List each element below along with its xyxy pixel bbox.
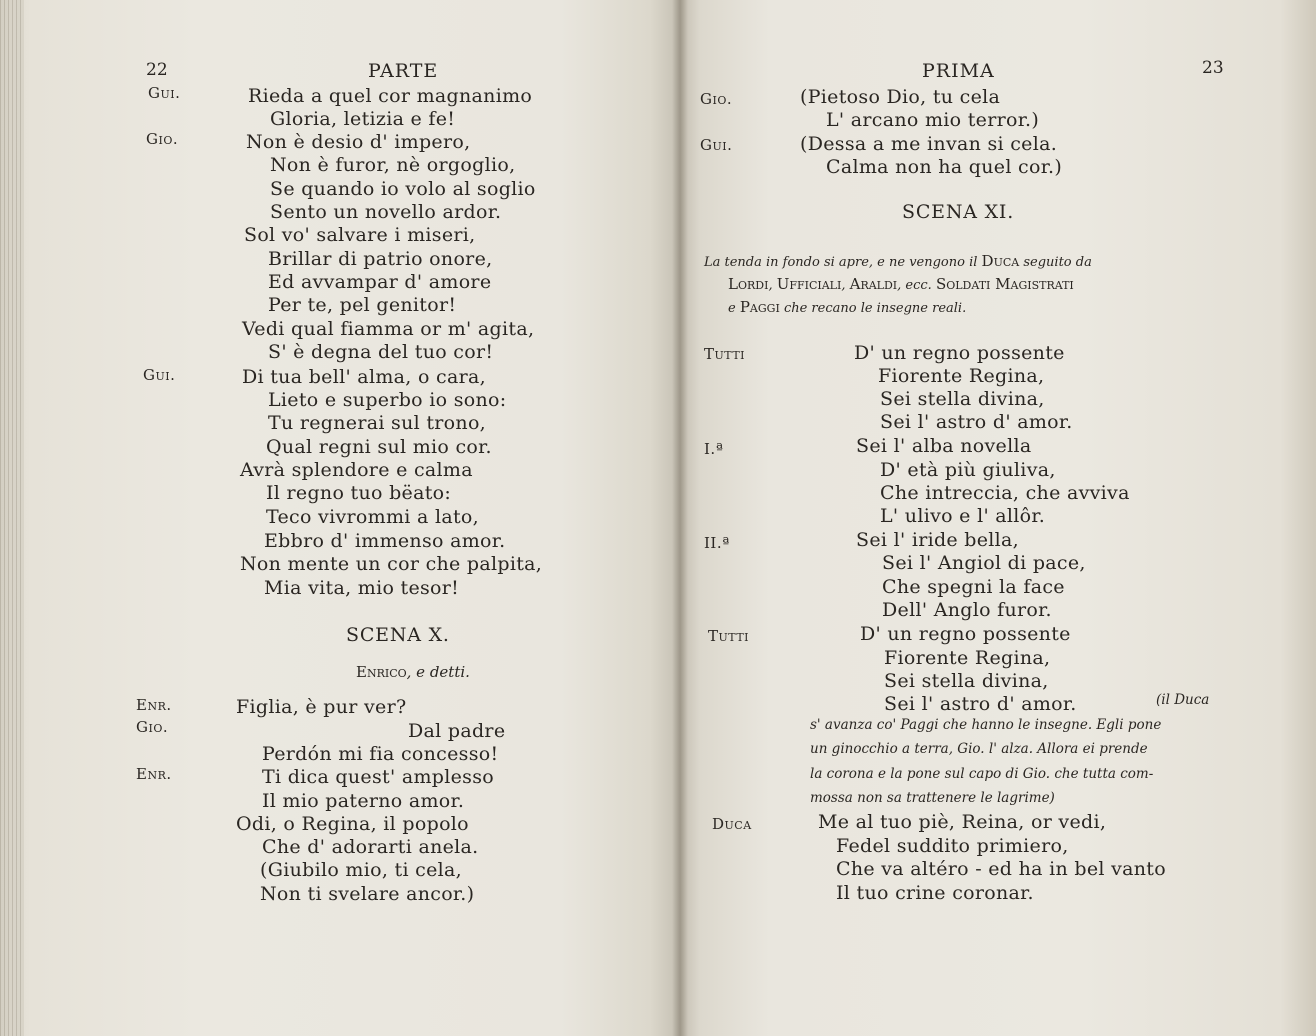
page-edges — [0, 0, 24, 1036]
stage-direction-entrance — [704, 250, 1092, 274]
verse-line: Che intreccia, che avviva — [880, 482, 1130, 504]
verse-line: Sei stella divina, — [884, 670, 1049, 692]
speaker-label: Gio. — [146, 130, 179, 148]
verse-line: Sei l' alba novella — [856, 435, 1032, 457]
right-page — [680, 0, 1316, 1036]
verse-line: Non è furor, nè orgoglio, — [270, 154, 516, 176]
page-number: 22 — [146, 60, 168, 80]
verse-line: Sol vo' salvare i miseri, — [244, 224, 476, 246]
direction-text: , — [768, 278, 773, 293]
verse-line: Se quando io volo al soglio — [270, 178, 536, 200]
stage-direction-entrance — [728, 273, 1074, 297]
stage-direction: un ginocchio a terra, Gio. l' alza. Allora ei prende — [810, 741, 1148, 757]
stage-direction: la corona e la pone sul capo di Gio. che tutta com- — [810, 766, 1154, 782]
verse-line: Che d' adorarti anela. — [262, 836, 479, 858]
speaker-label: II.ª — [704, 534, 730, 552]
verse-line: Dal padre — [408, 720, 506, 742]
verse-line: Avrà splendore e calma — [240, 459, 473, 481]
speaker-label: Gui. — [148, 84, 181, 102]
direction-character: Lordi — [728, 275, 769, 293]
verse-line: (Dessa a me invan si cela. — [800, 133, 1058, 155]
direction-text: , ecc. — [897, 278, 932, 293]
direction-character: Soldati Magistrati — [935, 275, 1074, 293]
verse-line: Fiorente Regina, — [878, 365, 1045, 387]
verse-line: Vedi qual fiamma or m' agita, — [242, 318, 535, 340]
verse-line: L' ulivo e l' allôr. — [880, 505, 1046, 527]
scene-title: SCENA XI. — [902, 201, 1015, 223]
direction-text: e — [728, 301, 736, 316]
direction-character: Ufficiali — [776, 275, 842, 293]
verse-line: Non è desio d' impero, — [246, 131, 471, 153]
book-gutter — [672, 0, 688, 1036]
verse-line: Ti dica quest' amplesso — [262, 766, 494, 788]
verse-line: Ebbro d' immenso amor. — [264, 530, 506, 552]
stage-direction: s' avanza co' Paggi che hanno le insegne. Egli pone — [810, 717, 1162, 733]
verse-line: (Giubilo mio, ti cela, — [260, 859, 462, 881]
speaker-label: Duca — [712, 815, 752, 833]
verse-line: Gloria, letizia e fe! — [270, 108, 456, 130]
verse-line: Figlia, è pur ver? — [236, 696, 407, 718]
direction-character: Duca — [981, 252, 1020, 270]
verse-line: Il tuo crine coronar. — [836, 882, 1034, 904]
verse-line: Sei l' iride bella, — [856, 529, 1020, 551]
scene-characters — [356, 663, 470, 681]
verse-line: D' un regno possente — [854, 342, 1065, 364]
verse-line: Sento un novello ardor. — [270, 201, 502, 223]
verse-line: Calma non ha quel cor.) — [826, 156, 1063, 178]
running-header: PARTE — [368, 60, 439, 82]
direction-character: Araldi — [849, 275, 898, 293]
stage-direction: (il Duca — [1156, 692, 1210, 708]
verse-line: Sei l' astro d' amor. — [880, 411, 1073, 433]
verse-line: Perdón mi fia concesso! — [262, 743, 499, 765]
stage-direction: mossa non sa trattenere le lagrime) — [810, 790, 1055, 806]
speaker-label: Gio. — [700, 90, 733, 108]
verse-line: Rieda a quel cor magnanimo — [248, 85, 533, 107]
verse-line: L' arcano mio terror.) — [826, 109, 1040, 131]
speaker-label: Tutti — [704, 345, 745, 363]
verse-line: Mia vita, mio tesor! — [264, 577, 460, 599]
character-name: Enrico — [356, 663, 407, 681]
direction-text: , — [841, 278, 846, 293]
speaker-label: Gio. — [136, 718, 169, 736]
verse-line: Teco vivrommi a lato, — [266, 506, 479, 528]
verse-line: Ed avvampar d' amore — [268, 271, 492, 293]
verse-line: Non ti svelare ancor.) — [260, 883, 475, 905]
verse-line: Il mio paterno amor. — [262, 790, 465, 812]
verse-line: Tu regnerai sul trono, — [268, 412, 487, 434]
speaker-label: Enr. — [136, 765, 172, 783]
verse-line: Che spegni la face — [882, 576, 1065, 598]
scene-title: SCENA X. — [346, 624, 450, 646]
direction-text: La tenda in fondo si apre, e ne vengono il — [704, 255, 978, 270]
verse-line: Di tua bell' alma, o cara, — [242, 366, 486, 388]
speaker-label: Tutti — [708, 627, 749, 645]
verse-line: (Pietoso Dio, tu cela — [800, 86, 1001, 108]
verse-line: Sei stella divina, — [880, 388, 1045, 410]
direction-character: Paggi — [739, 298, 780, 316]
verse-line: Lieto e superbo io sono: — [268, 389, 507, 411]
verse-line: Per te, pel genitor! — [268, 294, 457, 316]
verse-line: Dell' Anglo furor. — [882, 599, 1052, 621]
verse-line: Qual regni sul mio cor. — [266, 436, 492, 458]
direction-text: seguito da — [1023, 255, 1092, 270]
verse-line: D' età più giuliva, — [880, 459, 1056, 481]
verse-line: Non mente un cor che palpita, — [240, 553, 543, 575]
verse-line: Me al tuo piè, Reina, or vedi, — [818, 811, 1107, 833]
verse-line: Sei l' Angiol di pace, — [882, 552, 1086, 574]
stage-direction-entrance — [728, 296, 966, 320]
running-header: PRIMA — [922, 60, 995, 82]
verse-line: S' è degna del tuo cor! — [268, 341, 494, 363]
verse-line: Che va altéro - ed ha in bel vanto — [836, 858, 1166, 880]
speaker-label: Enr. — [136, 696, 172, 714]
verse-line: D' un regno possente — [860, 623, 1071, 645]
speaker-label: Gui. — [700, 136, 733, 154]
direction-text: che recano le insegne reali. — [783, 301, 967, 316]
speaker-label: I.ª — [704, 440, 724, 458]
verse-line: Fedel suddito primiero, — [836, 835, 1069, 857]
page-number: 23 — [1202, 58, 1224, 78]
scene-characters-rest: , e detti. — [406, 663, 470, 681]
verse-line: Fiorente Regina, — [884, 647, 1051, 669]
verse-line: Brillar di patrio onore, — [268, 248, 493, 270]
verse-line: Sei l' astro d' amor. — [884, 693, 1077, 715]
speaker-label: Gui. — [143, 366, 176, 384]
verse-line: Il regno tuo bëato: — [266, 482, 452, 504]
verse-line: Odi, o Regina, il popolo — [236, 813, 469, 835]
